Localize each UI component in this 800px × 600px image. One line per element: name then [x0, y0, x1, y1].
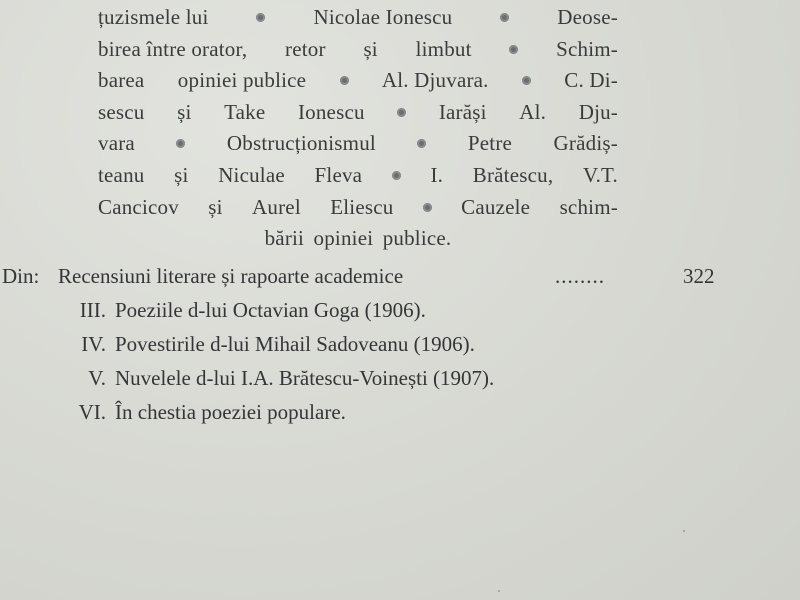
text-fragment: țuzismele lui: [98, 5, 209, 29]
contents-item: [0, 361, 800, 395]
text-fragment: opiniei publice: [177, 68, 307, 93]
text-fragment: Cancicov: [98, 194, 179, 219]
item-title: Nuvelele d-lui I.A. Brătescu-Voinești (1907).: [115, 366, 495, 390]
dot-leader: ........: [555, 264, 605, 288]
text-fragment: Fleva: [314, 162, 363, 187]
text-fragment: Iarăși: [438, 99, 487, 124]
text-fragment: vara: [98, 131, 135, 156]
section-title: Recensiuni literare și rapoarte academice: [58, 264, 404, 288]
text-fragment: Obstrucționismul: [226, 131, 376, 156]
bullet-separator-icon: [340, 76, 349, 85]
source-prefix: Din:: [2, 264, 40, 288]
text-fragment: și: [174, 162, 189, 187]
text-fragment: teanu: [98, 162, 145, 187]
paragraph-line: [98, 128, 618, 160]
paper-speck: [683, 530, 685, 532]
text-fragment: Aurel: [252, 194, 301, 219]
bullet-separator-icon: [423, 203, 432, 212]
text-fragment: retor: [285, 36, 326, 61]
text-fragment: Al. Djuvara.: [381, 68, 489, 93]
bullet-separator-icon: [176, 139, 185, 148]
text-fragment: Grădiș-: [553, 131, 618, 156]
contents-item: [0, 293, 800, 327]
text-fragment: schim-: [559, 194, 618, 219]
contents-item: [0, 395, 800, 429]
text-fragment: Cauzele: [461, 194, 531, 219]
bullet-separator-icon: [256, 13, 265, 22]
text-fragment: barea: [98, 68, 145, 93]
paragraph-line: [98, 2, 618, 34]
text-fragment: bării: [264, 226, 305, 251]
text-fragment: și: [363, 36, 378, 61]
paragraph-line: [98, 192, 618, 224]
text-fragment: V.T.: [582, 162, 618, 187]
bulleted-paragraph: [98, 2, 618, 255]
bullet-separator-icon: [522, 76, 531, 85]
contents-heading-row: [0, 259, 800, 293]
paragraph-line: [98, 65, 618, 97]
text-fragment: birea între orator,: [98, 36, 248, 61]
page-number: 322: [683, 264, 715, 288]
contents-item: [0, 327, 800, 361]
text-fragment: Brătescu,: [472, 162, 554, 187]
paragraph-line: [98, 223, 618, 255]
text-fragment: Al.: [519, 99, 547, 124]
text-fragment: sescu: [98, 99, 145, 124]
text-fragment: Deose-: [557, 5, 618, 29]
paragraph-line: [98, 160, 618, 192]
bullet-separator-icon: [392, 171, 401, 180]
item-roman-numeral: VI.: [78, 400, 106, 424]
text-fragment: opiniei: [313, 226, 374, 251]
paragraph-line: [98, 34, 618, 66]
bullet-separator-icon: [509, 45, 518, 54]
item-title: În chestia poeziei populare.: [115, 400, 346, 424]
text-fragment: Petre: [467, 131, 513, 156]
item-roman-numeral: III.: [79, 298, 106, 322]
text-fragment: Ionescu: [297, 99, 365, 124]
item-roman-numeral: V.: [88, 366, 106, 390]
bullet-separator-icon: [417, 139, 426, 148]
contents-entry: [0, 259, 800, 429]
bullet-separator-icon: [397, 108, 406, 117]
item-title: Povestirile d-lui Mihail Sadoveanu (1906).: [115, 332, 475, 356]
text-fragment: Schim-: [556, 36, 618, 61]
paragraph-line: [98, 97, 618, 129]
text-fragment: Take: [224, 99, 266, 124]
paper-speck: [498, 590, 500, 592]
item-roman-numeral: IV.: [81, 332, 106, 356]
text-fragment: Nicolae Ionescu: [313, 5, 453, 29]
text-fragment: I.: [430, 162, 444, 187]
bullet-separator-icon: [500, 13, 509, 22]
text-fragment: și: [208, 194, 223, 219]
text-fragment: Niculae: [218, 162, 285, 187]
text-fragment: limbut: [415, 36, 472, 61]
item-title: Poeziile d-lui Octavian Goga (1906).: [115, 298, 426, 322]
text-fragment: C. Di-: [564, 68, 618, 93]
text-fragment: și: [177, 99, 192, 124]
text-fragment: publice.: [382, 226, 452, 251]
text-fragment: Eliescu: [330, 194, 394, 219]
text-fragment: Dju-: [578, 99, 618, 124]
